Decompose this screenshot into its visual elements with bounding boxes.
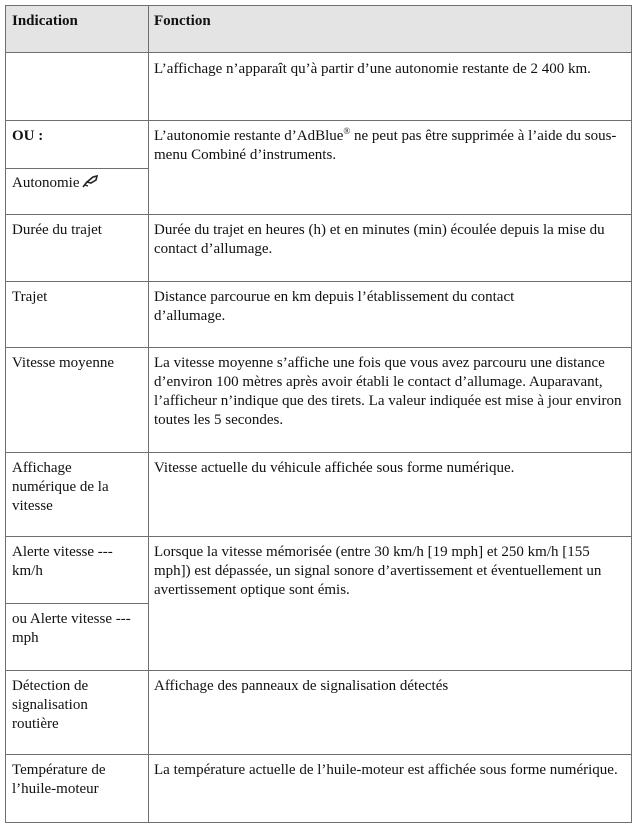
row-divider — [6, 536, 631, 537]
indication-trajet: Trajet — [12, 289, 48, 305]
row-divider — [6, 670, 631, 671]
indication-vitesse-moyenne: Vitesse moyenne — [12, 355, 114, 371]
fonction-vitesse-numerique: Vitesse actuelle du véhicule affichée sous forme numérique. — [154, 460, 515, 476]
table-header — [6, 6, 631, 53]
indication-autonomie-label: Autonomie — [12, 175, 80, 191]
fonction-adblue — [154, 127, 628, 165]
row-divider — [6, 214, 631, 215]
column-divider — [148, 6, 149, 822]
indication-alerte-kmh: Alerte vitesse --- km/h — [12, 544, 113, 579]
indication-duree-trajet: Durée du trajet — [12, 222, 102, 238]
function-table — [5, 5, 632, 823]
fonction-temperature-huile: La température actuelle de l’huile-moteur est affichée sous forme numérique. — [154, 762, 618, 778]
indication-vitesse-numerique: Affichage numérique de la vitesse — [12, 460, 109, 514]
fuel-nozzle-icon — [81, 174, 99, 188]
fonction-autonomie-affichage: L’affichage n’apparaît qu’à partir d’une autonomie restante de 2 400 km. — [154, 61, 591, 77]
fonction-adblue-text-end: ne peut pas être supprimée à l’aide du sous-menu Combiné d’instruments. — [154, 128, 617, 163]
registered-mark: ® — [343, 126, 351, 136]
fonction-duree-trajet: Durée du trajet en heures (h) et en minutes (min) écoulée depuis la mise du contact d’allumage. — [154, 222, 605, 257]
header-indication: Indication — [12, 13, 78, 29]
indication-ou: OU : — [12, 128, 44, 144]
row-divider — [6, 754, 631, 755]
fonction-alerte-vitesse: Lorsque la vitesse mémorisée (entre 30 km/h [19 mph] et 250 km/h [155 mph]) est dépassée, un signal sonore d’avertissement et éventuellement un avertissement optique sont émis. — [154, 544, 602, 598]
row-divider — [6, 347, 631, 348]
cell-divider — [6, 603, 148, 604]
fonction-vitesse-moyenne: La vitesse moyenne s’affiche une fois que vous avez parcouru une distance d’environ 100 mètres après avoir établi le contact d’allumage. Auparavant, l’afficheur n’indique que des tirets. La valeur indiquée est mise à jour environ toutes les 5 secondes. — [154, 355, 622, 428]
fonction-adblue-text: L’autonomie restante d’AdBlue — [154, 128, 344, 144]
row-divider — [6, 452, 631, 453]
header-fonction: Fonction — [154, 13, 211, 29]
fonction-trajet: Distance parcourue en km depuis l’établissement du contact d’allumage. — [154, 289, 515, 324]
indication-signalisation: Détection de signalisation routière — [12, 678, 89, 732]
cell-divider — [6, 168, 148, 169]
row-divider — [6, 281, 631, 282]
fonction-signalisation: Affichage des panneaux de signalisation détectés — [154, 678, 449, 694]
row-divider — [6, 120, 631, 121]
indication-autonomie — [12, 174, 142, 193]
indication-temperature-huile: Température de l’huile-moteur — [12, 762, 106, 797]
indication-alerte-mph: ou Alerte vitesse --- mph — [12, 611, 131, 646]
